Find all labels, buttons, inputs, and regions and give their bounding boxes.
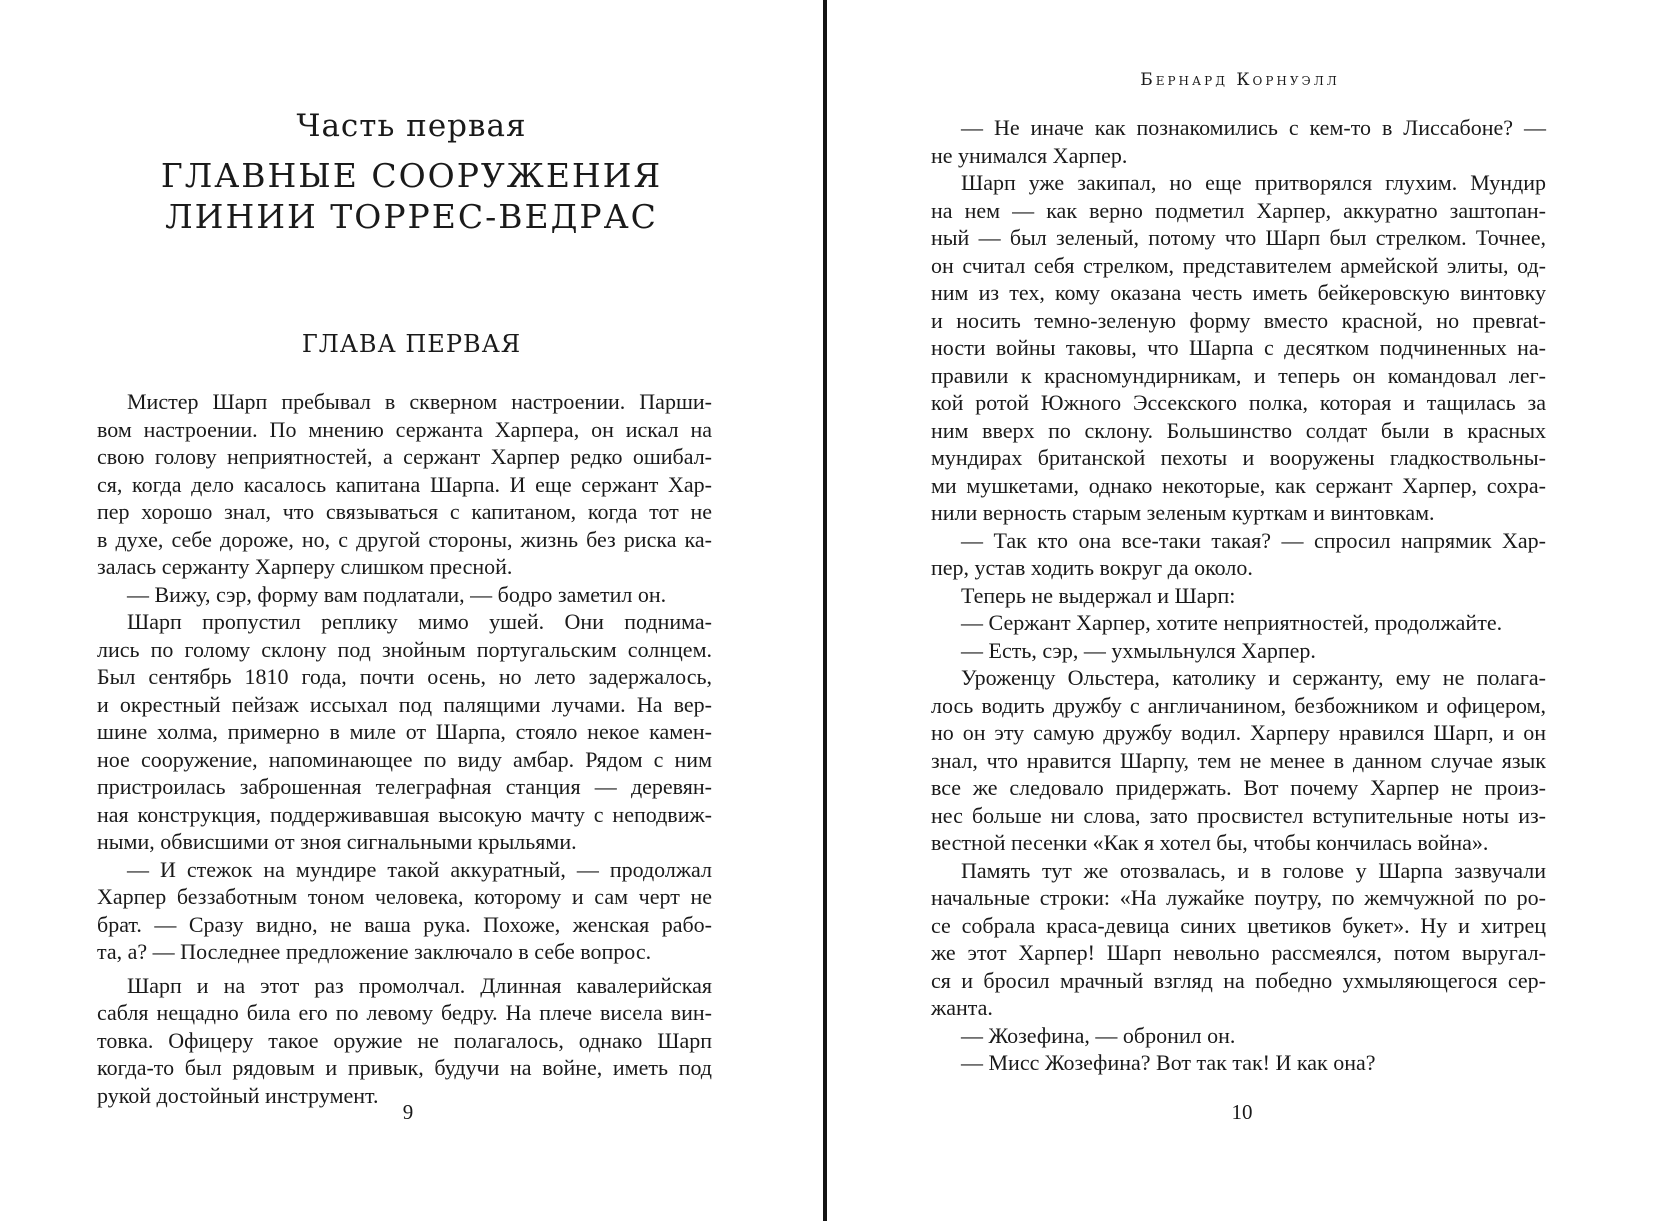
text-line: — Сержант Харпер, хотите неприятностей, продолжайте. bbox=[961, 610, 1503, 635]
text-line: лись по голому склону под знойным португальским солнцем. bbox=[97, 636, 712, 662]
text-line: лось водить дружбу с англичанином, безбожником и офицером, bbox=[931, 692, 1546, 718]
text-line: Шарп и на этот раз промолчал. Длинная кавалерийская bbox=[127, 972, 712, 998]
text-line: пер хорошо знал, что связываться с капитаном, когда тот не bbox=[97, 499, 712, 524]
text-line: се собрала краса-девица синих цветиков букет». Ну и хитрец bbox=[931, 912, 1546, 938]
right-page bbox=[827, 0, 1653, 1221]
text-line: пер, устав ходить вокруг да около. bbox=[931, 555, 1253, 580]
text-line: брат. — Сразу видно, не ваша рука. Похоже, женская рабо- bbox=[97, 911, 712, 937]
text-line: ный — был зеленый, потому что Шарп был стрелком. Точнее, bbox=[931, 225, 1546, 250]
text-line: но он эту самую дружбу водил. Харперу нравился Шарп, и он bbox=[931, 720, 1546, 745]
text-line: жанта. bbox=[931, 995, 993, 1020]
chapter-title: ГЛАВА ПЕРВАЯ bbox=[301, 330, 522, 358]
text-line: Теперь не выдержал и Шарп: bbox=[961, 582, 1236, 608]
text-line: вестной песенки «Как я хотел бы, чтобы кончилась война». bbox=[931, 830, 1489, 855]
left-page bbox=[0, 0, 823, 1221]
text-line: кой ротой Южного Эссекского полка, которая и тащилась за bbox=[931, 390, 1546, 415]
text-line: ными, обвисшими от зноя сигнальными крыльями. bbox=[97, 829, 577, 854]
text-line: — Не иначе как познакомились с кем-то в Лиссабоне? — bbox=[961, 115, 1546, 140]
text-line: Мистер Шарп пребывал в скверном настроении. Парши- bbox=[127, 389, 712, 414]
right-body-text bbox=[931, 114, 1546, 1077]
text-line: залась сержанту Харперу слишком пресной. bbox=[97, 554, 513, 579]
text-line: — Так кто она все-таки такая? — спросил напрямик Хар- bbox=[961, 527, 1546, 553]
text-line: все же следовало придержать. Вот почему Харпер не произ- bbox=[931, 775, 1546, 800]
text-line: Память тут же отозвалась, и в голове у Шарпа зазвучали bbox=[961, 857, 1546, 883]
text-line: ное сооружение, напоминающее по виду амбар. Рядом с ним bbox=[97, 746, 712, 772]
text-line: свою голову неприятностей, а сержант Харпер редко ошибал- bbox=[97, 444, 712, 469]
text-line: пристроилась заброшенная телеграфная станция — деревян- bbox=[97, 774, 712, 799]
text-line: начальные строки: «На лужайке поутру, по жемчужной по ро- bbox=[931, 885, 1546, 910]
text-line: вом настроении. По мнению сержанта Харпера, он искал на bbox=[97, 416, 712, 442]
text-line: — Мисс Жозефина? Вот так так! И как она? bbox=[961, 1050, 1376, 1075]
text-line: правили к красномундирникам, и теперь он командовал лег- bbox=[931, 362, 1546, 388]
text-line: Уроженцу Ольстера, католику и сержанту, ему не полага- bbox=[961, 665, 1546, 690]
text-line: он считал себя стрелком, представителем армейской элиты, од- bbox=[931, 252, 1546, 278]
text-line: же этот Харпер! Шарп невольно рассмеялся, потом выругал- bbox=[931, 940, 1546, 965]
text-line: нес больше ни слова, зато просвистел вступительные ноты из- bbox=[931, 802, 1546, 828]
text-line: и окрестный пейзаж иссыхал под палящими лучами. На вер- bbox=[97, 691, 712, 717]
text-line: шине холма, примерно в миле от Шарпа, стояло некое камен- bbox=[97, 719, 712, 744]
text-line: ности войны таковы, что Шарпа с десятком подчиненных на- bbox=[931, 335, 1546, 360]
text-line: — Есть, сэр, — ухмыльнулся Харпер. bbox=[961, 637, 1316, 663]
text-line: на нем — как верно подметил Харпер, аккуратно заштопан- bbox=[931, 197, 1546, 223]
page-number: 9 bbox=[402, 1100, 414, 1124]
text-line: Харпер беззаботным тоном человека, которому и сам черт не bbox=[97, 884, 712, 909]
left-body-text bbox=[97, 388, 712, 1109]
text-line: Был сентябрь 1810 года, почти осень, но лето задержалось, bbox=[97, 664, 712, 689]
text-line: — И стежок на мундире такой аккуратный, — продолжал bbox=[127, 856, 712, 882]
text-line: Шарп уже закипал, но еще притворялся глухим. Мундир bbox=[961, 170, 1546, 195]
text-line: сабля нещадно била его по левому бедру. На плече висела вин- bbox=[97, 1000, 712, 1025]
text-line: ся, когда дело касалось капитана Шарпа. И еще сержант Хар- bbox=[97, 471, 712, 497]
text-line: ная конструкция, поддерживавшая высокую мачту с неподвиж- bbox=[97, 801, 712, 827]
main-title-line-2: ЛИНИИ ТОРРЕС-ВЕДРАС bbox=[165, 197, 658, 236]
text-line: ним из тех, кому оказана честь иметь бейкеровскую винтовку bbox=[931, 280, 1546, 305]
text-line: — Жозефина, — обронил он. bbox=[961, 1022, 1236, 1048]
text-line: в духе, себе дороже, но, с другой стороны, жизнь без риска ка- bbox=[97, 526, 712, 552]
text-line: нили верность старым зеленым курткам и винтовкам. bbox=[931, 500, 1435, 525]
text-line: та, а? — Последнее предложение заключало в себе вопрос. bbox=[97, 939, 652, 964]
page-number: 10 bbox=[1231, 1100, 1253, 1124]
text-line: Шарп пропустил реплику мимо ушей. Они поднима- bbox=[127, 609, 712, 634]
text-line: ми мушкетами, однако некоторые, как сержант Харпер, сохра- bbox=[931, 472, 1546, 498]
main-title bbox=[0, 155, 823, 237]
text-line: рукой достойный инструмент. bbox=[97, 1082, 379, 1108]
text-line: ним вверх по склону. Большинство солдат были в красных bbox=[931, 417, 1546, 443]
main-title-line-1: ГЛАВНЫЕ СООРУЖЕНИЯ bbox=[160, 156, 663, 195]
text-line: не унимался Харпер. bbox=[931, 142, 1128, 168]
part-title: Часть первая bbox=[296, 108, 527, 144]
text-line: мундирах британской пехоты и вооружены гладкоствольны- bbox=[931, 445, 1546, 470]
text-line: и носить темно-зеленую форму вместо красной, но превrat- bbox=[931, 307, 1546, 333]
text-line: знал, что нравится Шарпу, тем не менее в данном случае язык bbox=[931, 747, 1546, 773]
running-head: Бернард Корнуэлл bbox=[1140, 70, 1340, 90]
text-line: когда-то был рядовым и привык, будучи на войне, иметь под bbox=[97, 1055, 712, 1080]
text-line: товка. Офицеру такое оружие не полагалось, однако Шарп bbox=[97, 1027, 712, 1053]
text-line: ся и бросил мрачный взгляд на победно ухмыляющегося сер- bbox=[931, 967, 1546, 993]
text-line: — Вижу, сэр, форму вам подлатали, — бодро заметил он. bbox=[127, 581, 667, 607]
